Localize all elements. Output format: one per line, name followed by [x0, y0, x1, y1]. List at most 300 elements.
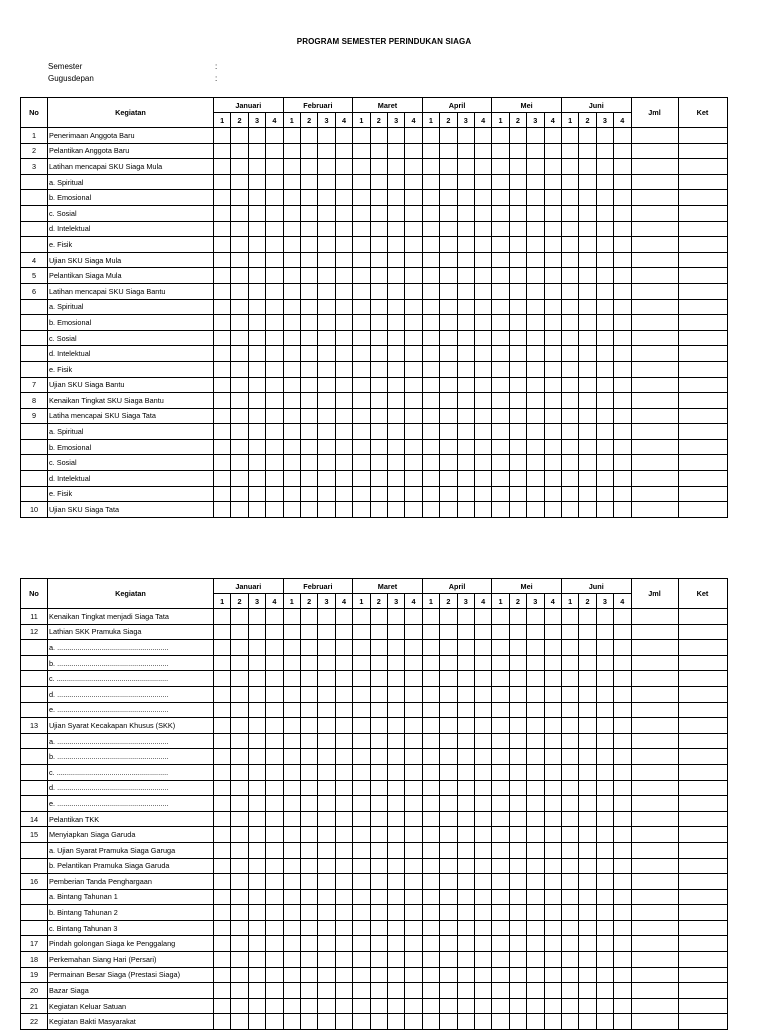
week-cell [561, 268, 578, 284]
week-cell [474, 967, 491, 983]
week-cell [614, 190, 631, 206]
week-cell [335, 609, 352, 625]
week-cell [474, 128, 491, 144]
week-cell [561, 718, 578, 734]
week-cell [214, 874, 231, 890]
week-cell [353, 749, 370, 765]
week-cell [579, 749, 596, 765]
header-week: 2 [509, 594, 526, 609]
week-cell [283, 624, 300, 640]
week-cell [527, 455, 544, 471]
week-cell [248, 283, 265, 299]
week-cell [387, 408, 404, 424]
week-cell [614, 455, 631, 471]
week-cell [474, 874, 491, 890]
week-cell [283, 283, 300, 299]
jml-cell [631, 299, 678, 315]
week-cell [318, 827, 335, 843]
week-cell [561, 889, 578, 905]
header-week: 1 [283, 594, 300, 609]
week-cell [214, 299, 231, 315]
week-cell [422, 796, 439, 812]
week-cell [492, 299, 509, 315]
week-cell [492, 190, 509, 206]
week-cell [440, 252, 457, 268]
week-cell [596, 377, 613, 393]
ket-cell [678, 408, 727, 424]
week-cell [596, 143, 613, 159]
week-cell [492, 237, 509, 253]
week-cell [387, 811, 404, 827]
gugusdepan-field [48, 74, 218, 83]
week-cell [266, 718, 283, 734]
week-cell [405, 609, 422, 625]
ket-cell [678, 346, 727, 362]
week-cell [283, 252, 300, 268]
row-no [21, 640, 48, 656]
week-cell [231, 920, 248, 936]
week-cell [405, 190, 422, 206]
header-week: 3 [318, 594, 335, 609]
week-cell [231, 811, 248, 827]
header-week: 2 [440, 113, 457, 128]
week-cell [387, 889, 404, 905]
header-week: 1 [283, 113, 300, 128]
row-no: 15 [21, 827, 48, 843]
week-cell [300, 439, 317, 455]
week-cell [509, 655, 526, 671]
week-cell [248, 315, 265, 331]
jml-cell [631, 920, 678, 936]
week-cell [561, 471, 578, 487]
week-cell [231, 252, 248, 268]
ket-cell [678, 315, 727, 331]
week-cell [527, 967, 544, 983]
week-cell [527, 842, 544, 858]
week-cell [457, 967, 474, 983]
week-cell [561, 811, 578, 827]
week-cell [387, 1014, 404, 1030]
week-cell [231, 159, 248, 175]
week-cell [509, 842, 526, 858]
week-cell [266, 471, 283, 487]
week-cell [231, 905, 248, 921]
week-cell [318, 718, 335, 734]
table-row [21, 967, 728, 983]
week-cell [318, 967, 335, 983]
week-cell [474, 733, 491, 749]
week-cell [474, 718, 491, 734]
header-week: 3 [387, 594, 404, 609]
week-cell [544, 330, 561, 346]
week-cell [544, 377, 561, 393]
ket-cell [678, 983, 727, 999]
week-cell [422, 686, 439, 702]
header-jml: Jml [631, 579, 678, 609]
week-cell [300, 874, 317, 890]
ket-cell [678, 624, 727, 640]
week-cell [387, 190, 404, 206]
week-cell [527, 128, 544, 144]
week-cell [474, 205, 491, 221]
row-no [21, 439, 48, 455]
jml-cell [631, 796, 678, 812]
week-cell [596, 502, 613, 518]
week-cell [214, 190, 231, 206]
header-week: 4 [474, 113, 491, 128]
week-cell [579, 655, 596, 671]
header-week: 4 [405, 113, 422, 128]
week-cell [527, 780, 544, 796]
week-cell [300, 268, 317, 284]
week-cell [596, 361, 613, 377]
week-cell [596, 983, 613, 999]
header-week: 4 [266, 594, 283, 609]
ket-cell [678, 952, 727, 968]
week-cell [544, 455, 561, 471]
week-cell [440, 159, 457, 175]
week-cell [300, 889, 317, 905]
week-cell [579, 283, 596, 299]
week-cell [457, 502, 474, 518]
week-cell [614, 283, 631, 299]
week-cell [405, 502, 422, 518]
ket-cell [678, 252, 727, 268]
week-cell [474, 471, 491, 487]
week-cell [440, 640, 457, 656]
week-cell [492, 283, 509, 299]
week-cell [492, 780, 509, 796]
week-cell [544, 671, 561, 687]
week-cell [440, 702, 457, 718]
week-cell [509, 609, 526, 625]
week-cell [527, 346, 544, 362]
week-cell [318, 439, 335, 455]
week-cell [266, 936, 283, 952]
week-cell [614, 361, 631, 377]
table-row [21, 315, 728, 331]
week-cell [353, 796, 370, 812]
week-cell [527, 718, 544, 734]
header-row-months [21, 98, 728, 113]
week-cell [509, 733, 526, 749]
week-cell [422, 283, 439, 299]
week-cell [561, 952, 578, 968]
week-cell [387, 502, 404, 518]
week-cell [370, 393, 387, 409]
week-cell [492, 159, 509, 175]
week-cell [266, 811, 283, 827]
week-cell [440, 889, 457, 905]
week-cell [370, 268, 387, 284]
week-cell [492, 346, 509, 362]
week-cell [579, 686, 596, 702]
week-cell [214, 655, 231, 671]
week-cell [318, 624, 335, 640]
week-cell [387, 952, 404, 968]
week-cell [335, 874, 352, 890]
week-cell [318, 874, 335, 890]
week-cell [318, 502, 335, 518]
week-cell [492, 624, 509, 640]
week-cell [614, 330, 631, 346]
week-cell [248, 811, 265, 827]
week-cell [300, 237, 317, 253]
header-month: Juni [561, 98, 631, 113]
week-cell [457, 205, 474, 221]
ket-cell [678, 143, 727, 159]
week-cell [509, 330, 526, 346]
week-cell [405, 299, 422, 315]
gugusdepan-colon: : [215, 74, 218, 83]
week-cell [544, 424, 561, 440]
week-cell [509, 764, 526, 780]
week-cell [353, 408, 370, 424]
week-cell [561, 361, 578, 377]
week-cell [457, 471, 474, 487]
week-cell [596, 330, 613, 346]
week-cell [492, 330, 509, 346]
week-cell [266, 252, 283, 268]
week-cell [544, 237, 561, 253]
week-cell [492, 471, 509, 487]
week-cell [596, 874, 613, 890]
week-cell [214, 143, 231, 159]
week-cell [300, 502, 317, 518]
week-cell [561, 671, 578, 687]
jml-cell [631, 283, 678, 299]
week-cell [509, 159, 526, 175]
week-cell [422, 983, 439, 999]
table-row [21, 796, 728, 812]
ket-cell [678, 842, 727, 858]
row-no [21, 330, 48, 346]
week-cell [422, 967, 439, 983]
week-cell [544, 128, 561, 144]
week-cell [300, 764, 317, 780]
row-no [21, 842, 48, 858]
week-cell [405, 811, 422, 827]
ket-cell [678, 780, 727, 796]
row-kegiatan: c. ....................................................... [48, 764, 214, 780]
week-cell [300, 424, 317, 440]
week-cell [266, 361, 283, 377]
week-cell [283, 159, 300, 175]
week-cell [214, 174, 231, 190]
week-cell [370, 796, 387, 812]
week-cell [248, 640, 265, 656]
jml-cell [631, 408, 678, 424]
week-cell [353, 486, 370, 502]
week-cell [579, 842, 596, 858]
week-cell [283, 827, 300, 843]
week-cell [509, 874, 526, 890]
row-kegiatan: a. ....................................................... [48, 640, 214, 656]
table-row [21, 624, 728, 640]
week-cell [370, 159, 387, 175]
jml-cell [631, 842, 678, 858]
week-cell [283, 998, 300, 1014]
week-cell [370, 936, 387, 952]
week-cell [405, 486, 422, 502]
header-week: 3 [596, 594, 613, 609]
week-cell [405, 283, 422, 299]
week-cell [248, 455, 265, 471]
week-cell [457, 702, 474, 718]
week-cell [544, 967, 561, 983]
week-cell [214, 361, 231, 377]
week-cell [509, 408, 526, 424]
week-cell [335, 842, 352, 858]
week-cell [266, 780, 283, 796]
jml-cell [631, 998, 678, 1014]
row-no: 13 [21, 718, 48, 734]
row-no: 20 [21, 983, 48, 999]
header-week: 3 [457, 113, 474, 128]
week-cell [422, 393, 439, 409]
week-cell [579, 361, 596, 377]
week-cell [457, 424, 474, 440]
week-cell [248, 858, 265, 874]
week-cell [561, 315, 578, 331]
week-cell [474, 671, 491, 687]
row-no [21, 796, 48, 812]
week-cell [457, 983, 474, 999]
week-cell [579, 905, 596, 921]
week-cell [544, 1014, 561, 1030]
week-cell [283, 128, 300, 144]
week-cell [231, 190, 248, 206]
week-cell [579, 252, 596, 268]
week-cell [353, 905, 370, 921]
week-cell [509, 502, 526, 518]
week-cell [527, 624, 544, 640]
week-cell [440, 346, 457, 362]
week-cell [544, 827, 561, 843]
week-cell [614, 842, 631, 858]
week-cell [579, 874, 596, 890]
week-cell [492, 655, 509, 671]
week-cell [283, 424, 300, 440]
jml-cell [631, 780, 678, 796]
week-cell [474, 330, 491, 346]
ket-cell [678, 811, 727, 827]
week-cell [370, 983, 387, 999]
ket-cell [678, 237, 727, 253]
week-cell [509, 424, 526, 440]
week-cell [387, 143, 404, 159]
week-cell [387, 424, 404, 440]
week-cell [440, 283, 457, 299]
jml-cell [631, 655, 678, 671]
week-cell [353, 502, 370, 518]
ket-cell [678, 733, 727, 749]
week-cell [353, 283, 370, 299]
week-cell [422, 159, 439, 175]
jml-cell [631, 128, 678, 144]
row-kegiatan: e. ....................................................... [48, 796, 214, 812]
week-cell [527, 330, 544, 346]
week-cell [231, 346, 248, 362]
week-cell [214, 780, 231, 796]
week-cell [492, 174, 509, 190]
week-cell [440, 842, 457, 858]
week-cell [370, 749, 387, 765]
week-cell [614, 983, 631, 999]
week-cell [318, 858, 335, 874]
week-cell [248, 952, 265, 968]
week-cell [353, 424, 370, 440]
week-cell [544, 640, 561, 656]
week-cell [300, 811, 317, 827]
week-cell [387, 237, 404, 253]
week-cell [596, 640, 613, 656]
week-cell [579, 408, 596, 424]
week-cell [231, 749, 248, 765]
week-cell [509, 471, 526, 487]
week-cell [387, 439, 404, 455]
week-cell [422, 671, 439, 687]
week-cell [353, 983, 370, 999]
week-cell [214, 936, 231, 952]
week-cell [474, 393, 491, 409]
week-cell [440, 486, 457, 502]
row-kegiatan: Perkemahan Siang Hari (Persari) [48, 952, 214, 968]
week-cell [474, 983, 491, 999]
week-cell [596, 624, 613, 640]
week-cell [231, 268, 248, 284]
week-cell [214, 624, 231, 640]
week-cell [561, 408, 578, 424]
week-cell [318, 283, 335, 299]
week-cell [422, 640, 439, 656]
row-no: 8 [21, 393, 48, 409]
week-cell [266, 159, 283, 175]
week-cell [266, 624, 283, 640]
header-month: April [422, 579, 492, 594]
week-cell [318, 128, 335, 144]
week-cell [614, 408, 631, 424]
header-week: 4 [405, 594, 422, 609]
row-kegiatan: Bazar Siaga [48, 983, 214, 999]
header-month: Maret [353, 98, 423, 113]
week-cell [405, 858, 422, 874]
week-cell [353, 377, 370, 393]
week-cell [214, 439, 231, 455]
week-cell [596, 952, 613, 968]
week-cell [440, 439, 457, 455]
jml-cell [631, 502, 678, 518]
table-row [21, 128, 728, 144]
week-cell [283, 361, 300, 377]
ket-cell [678, 174, 727, 190]
week-cell [283, 330, 300, 346]
semester-label: Semester [48, 62, 83, 71]
week-cell [353, 159, 370, 175]
week-cell [544, 408, 561, 424]
week-cell [440, 998, 457, 1014]
week-cell [300, 143, 317, 159]
header-week: 4 [335, 113, 352, 128]
week-cell [353, 998, 370, 1014]
week-cell [492, 967, 509, 983]
table-row [21, 330, 728, 346]
week-cell [457, 842, 474, 858]
jml-cell [631, 889, 678, 905]
week-cell [266, 983, 283, 999]
week-cell [440, 1014, 457, 1030]
week-cell [231, 858, 248, 874]
